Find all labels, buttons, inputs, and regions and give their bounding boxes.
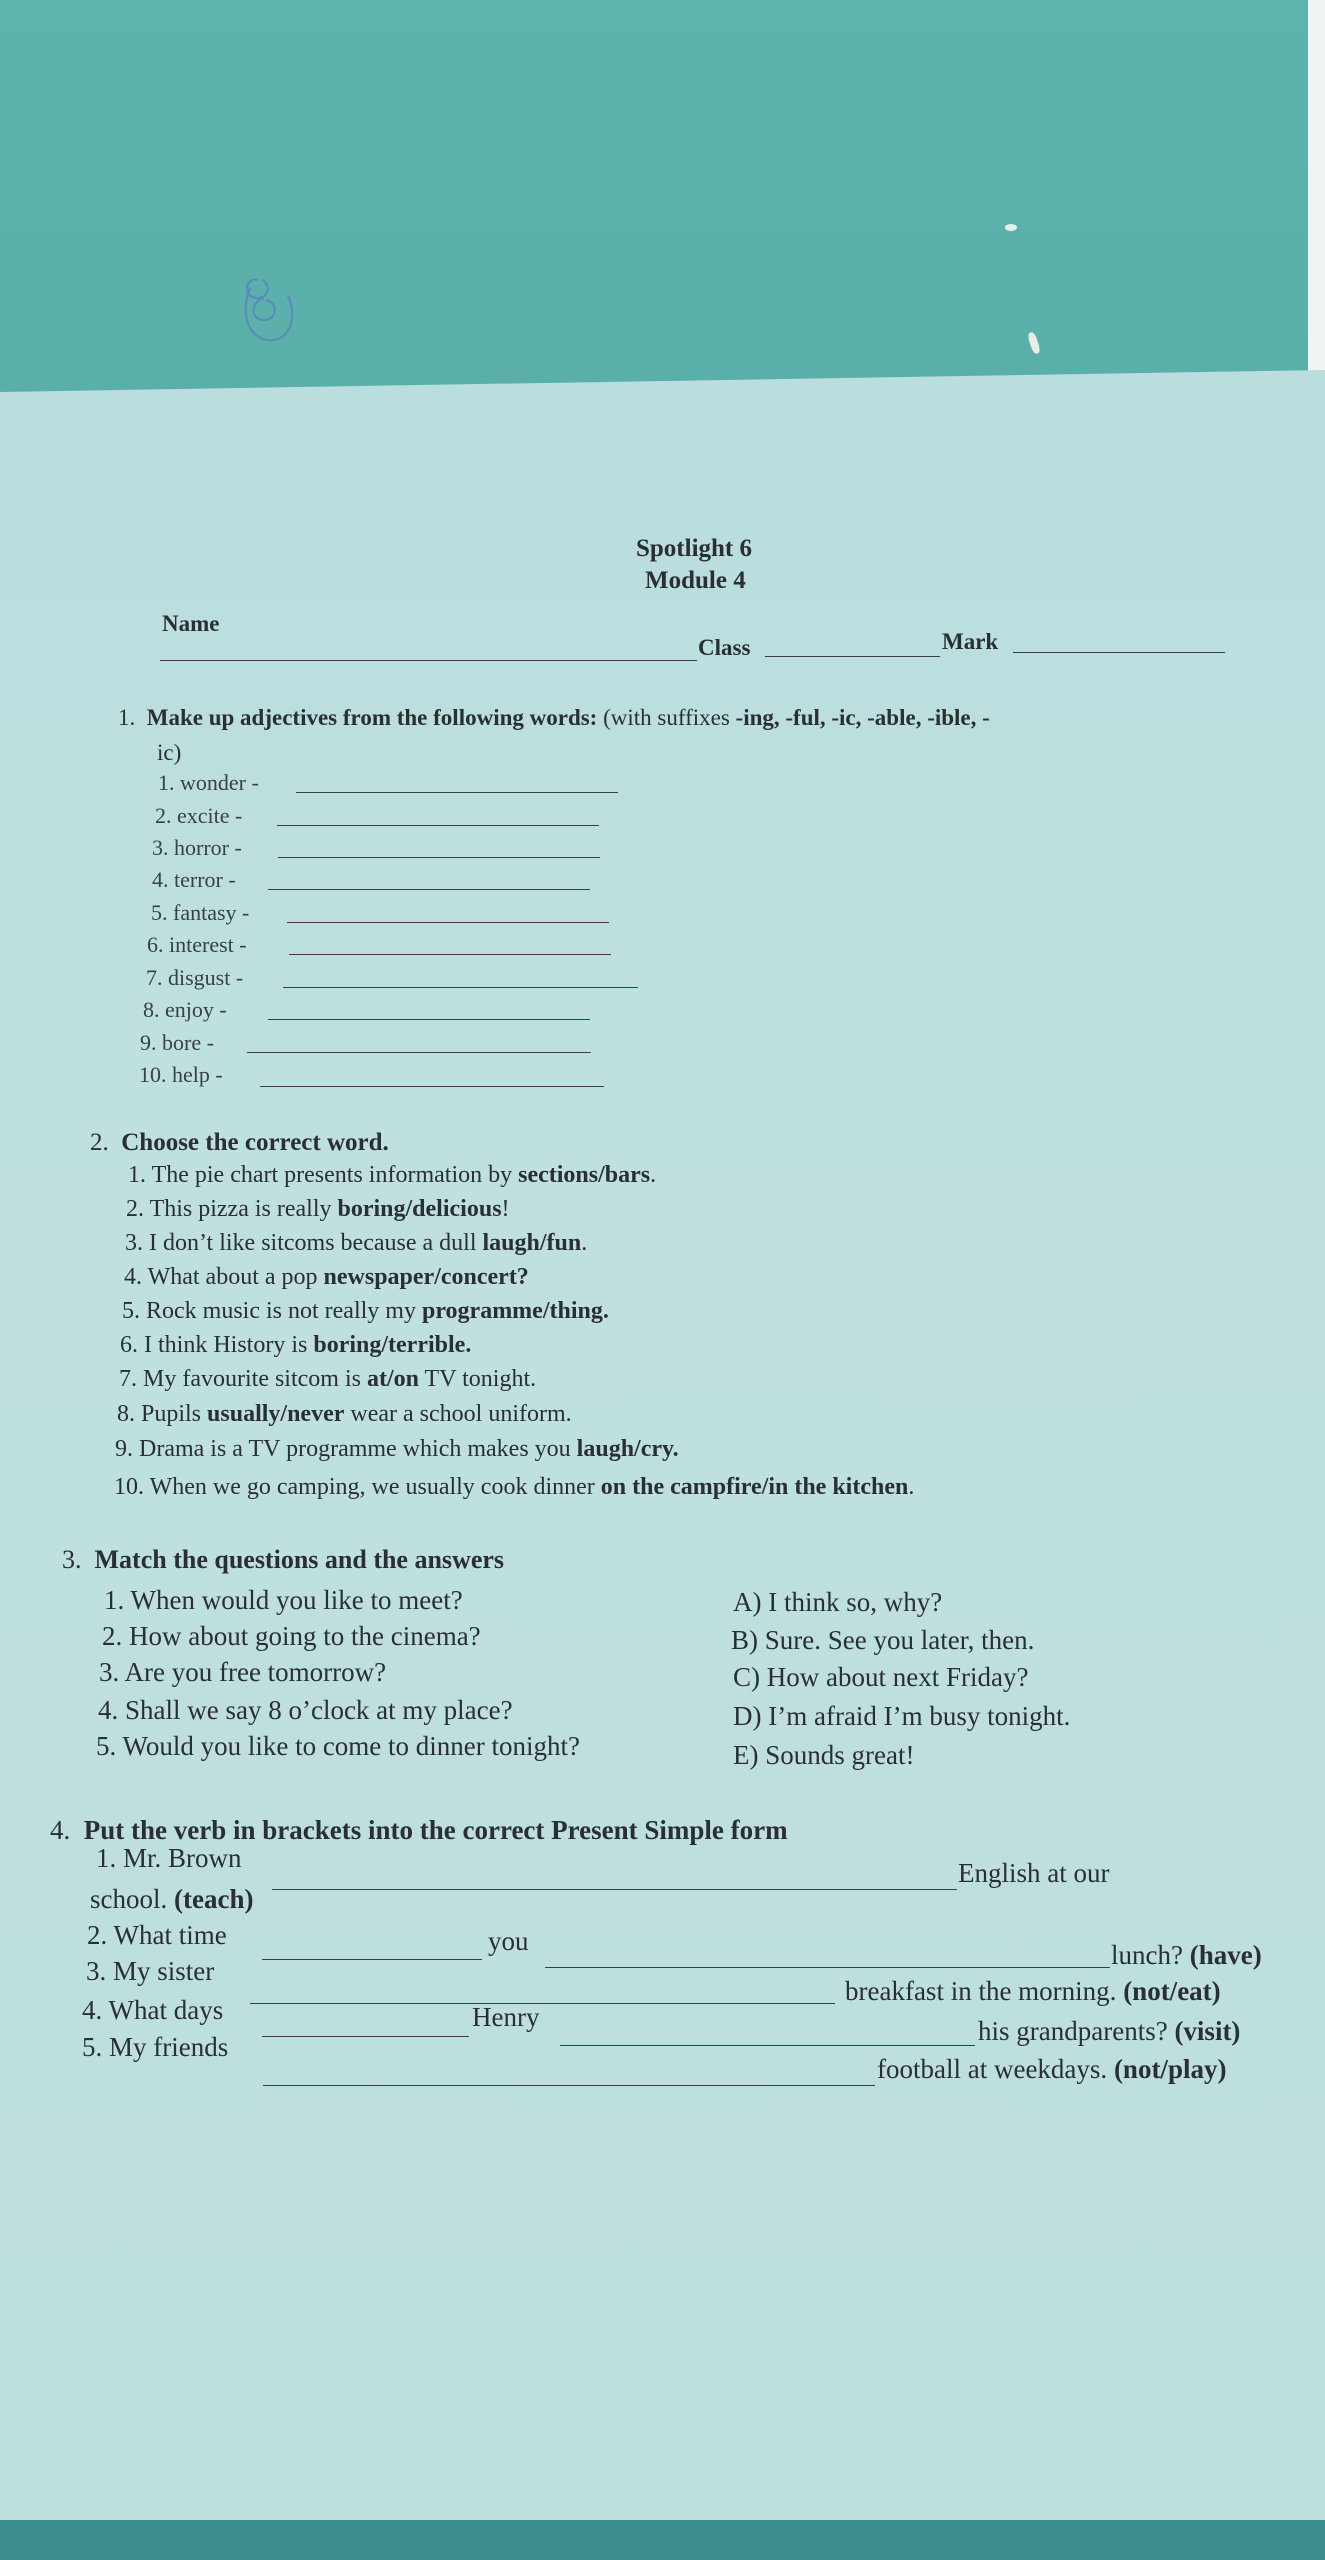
task2-item: 3. I don’t like sitcoms because a dull laugh/fun. <box>125 1230 588 1256</box>
answer-blank[interactable] <box>289 954 611 955</box>
paper-fleck <box>1005 224 1017 231</box>
answer-blank[interactable] <box>278 857 600 858</box>
task3-question: 1. When would you like to meet? <box>104 1585 463 1615</box>
task4-s2-end: lunch? (have) <box>1111 1940 1262 1970</box>
task4-s3-end: breakfast in the morning. (not/eat) <box>845 1976 1221 2006</box>
task4-s1-end: English at our <box>958 1858 1110 1888</box>
task4-s2-start: 2. What time <box>87 1920 227 1950</box>
answer-blank[interactable] <box>560 2045 975 2046</box>
table-edge <box>0 2520 1325 2560</box>
task3-question: 2. How about going to the cinema? <box>102 1621 481 1651</box>
task2-item: 6. I think History is boring/terrible. <box>120 1332 472 1358</box>
paper-edge <box>1308 0 1325 390</box>
task2-heading-text: Choose the correct word. <box>121 1129 389 1156</box>
task4-s1-line2: school. (teach) <box>90 1884 254 1914</box>
task1-heading-rest: (with suffixes <box>597 705 736 730</box>
task4-s5-end: football at weekdays. (not/play) <box>877 2054 1227 2084</box>
task2-item: 4. What about a pop newspaper/concert? <box>124 1264 529 1290</box>
answer-blank[interactable] <box>260 1086 604 1087</box>
task1-heading <box>118 706 990 729</box>
task3-heading <box>62 1547 504 1573</box>
task2-heading <box>90 1130 389 1155</box>
task1-number: 1. <box>118 705 136 730</box>
task1-item: 8. enjoy - <box>143 997 227 1022</box>
task4-s4-mid: Henry <box>472 2002 540 2032</box>
task4-s4-end: his grandparents? (visit) <box>978 2016 1241 2046</box>
task4-s4-start: 4. What days <box>82 1995 224 2025</box>
worksheet-title: Spotlight 6 <box>636 535 753 562</box>
worksheet-module: Module 4 <box>645 567 746 594</box>
task2-number: 2. <box>90 1129 109 1156</box>
answer-blank[interactable] <box>262 2036 469 2037</box>
answer-blank[interactable] <box>272 1889 957 1890</box>
answer-blank[interactable] <box>268 889 590 890</box>
task1-heading-suffixes: -ing, -ful, -ic, -able, -ible, - <box>735 705 990 730</box>
task2-item: 7. My favourite sitcom is at/on TV tonight. <box>119 1366 537 1392</box>
task3-answer: D) I’m afraid I’m busy tonight. <box>733 1701 1071 1731</box>
task3-answer: C) How about next Friday? <box>733 1662 1029 1692</box>
class-label: Class <box>698 635 751 660</box>
task3-answer: E) Sounds great! <box>733 1740 915 1770</box>
mark-blank[interactable] <box>1013 652 1225 653</box>
task1-heading-bold: Make up adjectives from the following words: <box>146 705 598 730</box>
task2-item: 8. Pupils usually/never wear a school uniform. <box>117 1401 572 1427</box>
task1-item: 9. bore - <box>140 1030 214 1055</box>
task1-item: 10. help - <box>139 1062 223 1087</box>
class-blank[interactable] <box>765 656 940 657</box>
task1-heading-line2: ic) <box>157 740 182 765</box>
task1-item: 1. wonder - <box>158 770 259 795</box>
task2-item: 10. When we go camping, we usually cook dinner on the campfire/in the kitchen. <box>114 1474 915 1500</box>
name-blank[interactable] <box>160 660 697 661</box>
task3-answer: B) Sure. See you later, then. <box>731 1625 1035 1655</box>
task4-s3-start: 3. My sister <box>86 1956 215 1986</box>
task4-heading <box>50 1817 788 1844</box>
task3-question: 4. Shall we say 8 o’clock at my place? <box>98 1695 513 1725</box>
pen-scribble-mark <box>228 258 308 348</box>
task1-item: 7. disgust - <box>146 965 244 990</box>
task4-s2-mid: you <box>488 1926 529 1956</box>
answer-blank[interactable] <box>268 1019 590 1020</box>
task3-question: 3. Are you free tomorrow? <box>99 1657 387 1687</box>
task2-item: 5. Rock music is not really my programme/thing. <box>122 1298 609 1324</box>
answer-blank[interactable] <box>263 2085 875 2086</box>
name-label: Name <box>162 611 220 636</box>
task3-answer: A) I think so, why? <box>733 1587 943 1617</box>
task2-item: 2. This pizza is really boring/delicious! <box>126 1196 510 1222</box>
answer-blank[interactable] <box>262 1959 482 1960</box>
answer-blank[interactable] <box>296 792 618 793</box>
answer-blank[interactable] <box>545 1967 1110 1968</box>
task4-s5-start: 5. My friends <box>82 2032 229 2062</box>
task4-heading-text: Put the verb in brackets into the correct Present Simple form <box>83 1815 788 1845</box>
answer-blank[interactable] <box>277 825 599 826</box>
task4-s1-start: 1. Mr. Brown <box>96 1843 242 1873</box>
answer-blank[interactable] <box>250 2003 835 2004</box>
task2-item: 9. Drama is a TV programme which makes you laugh/cry. <box>115 1436 679 1462</box>
task3-number: 3. <box>62 1545 82 1574</box>
task2-item: 1. The pie chart presents information by sections/bars. <box>128 1162 657 1188</box>
answer-blank[interactable] <box>287 922 609 923</box>
task4-number: 4. <box>50 1815 71 1845</box>
mark-label: Mark <box>942 629 999 654</box>
answer-blank[interactable] <box>283 987 638 988</box>
task1-item: 5. fantasy - <box>151 900 250 925</box>
task1-item: 6. interest - <box>147 932 247 957</box>
answer-blank[interactable] <box>247 1052 591 1053</box>
task3-heading-text: Match the questions and the answers <box>94 1545 505 1574</box>
task3-question: 5. Would you like to come to dinner tonight? <box>96 1731 581 1761</box>
task1-item: 2. excite - <box>155 803 243 828</box>
task1-item: 3. horror - <box>152 835 242 860</box>
task1-item: 4. terror - <box>152 867 236 892</box>
